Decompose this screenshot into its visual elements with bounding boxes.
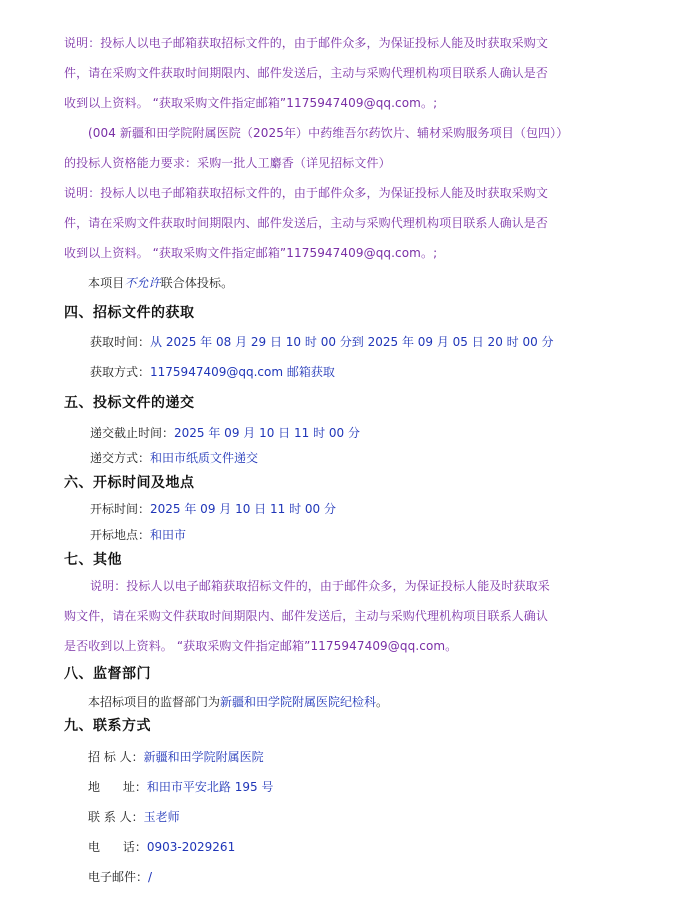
- section5-deadline-label: 递交截止时间：: [90, 426, 175, 440]
- contact-person-label: 联 系 人：: [88, 810, 144, 824]
- contact-tenderer-row: [88, 749, 264, 765]
- note2-line-3: 收到以上资料。 “获取采购文件指定邮箱”1175947409@qq.com。;: [64, 246, 438, 260]
- section4-time-label: 获取时间：: [90, 335, 151, 349]
- section4-method-row: [90, 364, 335, 380]
- section6-place-row: [90, 527, 186, 543]
- section4-time-value: 从 2025 年 08 月 29 日 10 时 00 分到 2025 年 09 月 05 日 20 时 00 分: [150, 335, 554, 349]
- note1-line-2: 件，请在采购文件获取时间期限内、邮件发送后，主动与采购代理机构项目联系人确认是否: [64, 66, 549, 80]
- section6-time-row: [90, 501, 336, 517]
- section6-place-label: 开标地点：: [90, 528, 151, 542]
- section6-time-value: 2025 年 09 月 10 日 11 时 00 分: [150, 502, 336, 516]
- section6-place-value: 和田市: [150, 528, 187, 542]
- contact-email-value: /: [148, 870, 153, 884]
- section5-method-value: 和田市纸质文件递交: [150, 451, 259, 465]
- contact-person-row: [88, 809, 180, 825]
- section8-text: [88, 694, 388, 710]
- contact-address-label: 地 址：: [88, 780, 147, 794]
- section8-text-prefix: 本招标项目的监督部门为: [88, 695, 221, 709]
- section5-method-label: 递交方式：: [90, 451, 151, 465]
- consortium-statement: [88, 275, 233, 291]
- contact-phone-row: [88, 839, 235, 855]
- note2-line-2: 件，请在采购文件获取时间期限内、邮件发送后，主动与采购代理机构项目联系人确认是否: [64, 216, 549, 230]
- section7-note-line-2: 购文件，请在采购文件获取时间期限内、邮件发送后，主动与采购代理机构项目联系人确认: [64, 609, 549, 623]
- section8-heading: 八、监督部门: [64, 666, 151, 682]
- note2-line-1: 说明：投标人以电子邮箱获取招标文件的，由于邮件众多，为保证投标人能及时获取采购文: [64, 186, 549, 200]
- section5-method-row: [90, 450, 258, 466]
- consortium-suffix: 联合体投标。: [160, 276, 234, 290]
- section5-deadline-value: 2025 年 09 月 10 日 11 时 00 分: [174, 426, 360, 440]
- contact-address-value: 和田市平安北路 195 号: [146, 780, 274, 794]
- contact-address-row: [88, 779, 273, 795]
- section4-method-value: 1175947409@qq.com 邮箱获取: [150, 365, 335, 379]
- contact-tenderer-value: 新疆和田学院附属医院: [143, 750, 264, 764]
- section8-text-value: 新疆和田学院附属医院纪检科: [220, 695, 377, 709]
- section6-heading: 六、开标时间及地点: [64, 475, 195, 491]
- consortium-prefix: 本项目: [88, 276, 125, 290]
- section7-heading: 七、其他: [64, 552, 122, 568]
- consortium-value: 不允许: [124, 276, 161, 290]
- contact-person-value: 玉老师: [143, 810, 180, 824]
- section7-note-line-1: 说明：投标人以电子邮箱获取招标文件的，由于邮件众多，为保证投标人能及时获取采: [90, 579, 550, 593]
- section7-note-line-3: 是否收到以上资料。 “获取采购文件指定邮箱”1175947409@qq.com。: [64, 639, 458, 653]
- section5-deadline-row: [90, 425, 360, 441]
- package4-requirement-line-2: 的投标人资格能力要求：采购一批人工麝香（详见招标文件）: [64, 156, 391, 170]
- section5-heading: 五、投标文件的递交: [64, 395, 195, 411]
- section4-heading: 四、招标文件的获取: [64, 305, 195, 321]
- contact-phone-label: 电 话：: [88, 840, 147, 854]
- contact-tenderer-label: 招 标 人：: [88, 750, 144, 764]
- note1-line-1: 说明：投标人以电子邮箱获取招标文件的，由于邮件众多，为保证投标人能及时获取采购文: [64, 36, 549, 50]
- contact-phone-value: 0903-2029261: [146, 840, 236, 854]
- section8-text-suffix: 。: [376, 695, 389, 709]
- contact-email-label: 电子邮件：: [88, 870, 149, 884]
- section4-time-row: [90, 334, 554, 350]
- note1-line-3: 收到以上资料。 “获取采购文件指定邮箱”1175947409@qq.com。;: [64, 96, 438, 110]
- section6-time-label: 开标时间：: [90, 502, 151, 516]
- package4-requirement-line-1: (004 新疆和田学院附属医院（2025年）中药维吾尔药饮片、辅材采购服务项目（包四））: [88, 126, 569, 140]
- section4-method-label: 获取方式：: [90, 365, 151, 379]
- contact-email-row: [88, 869, 152, 885]
- section9-heading: 九、联系方式: [64, 718, 151, 734]
